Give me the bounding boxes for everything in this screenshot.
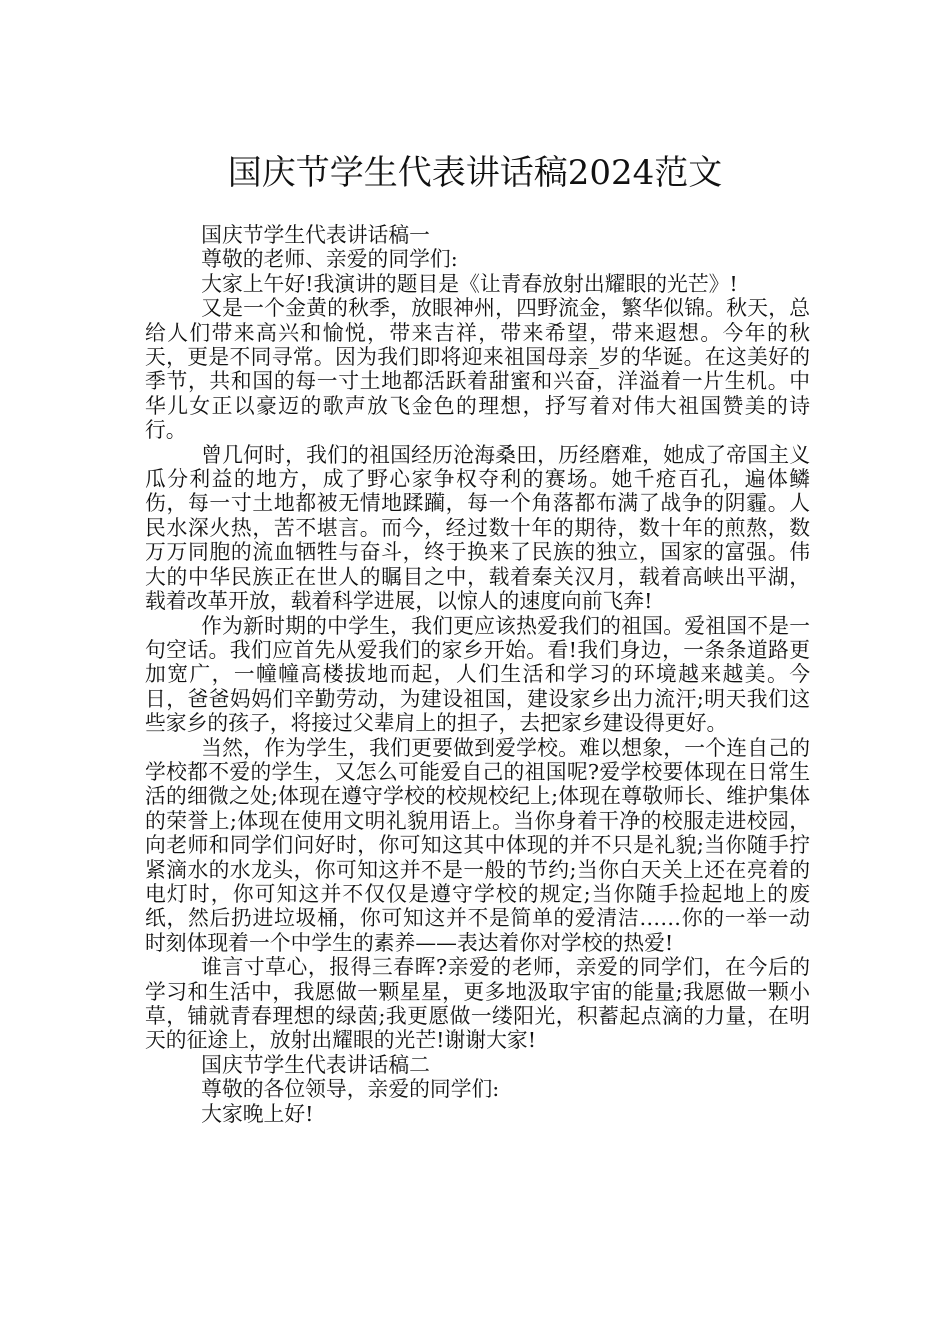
body-paragraph-5: 谁言寸草心，报得三春晖?亲爱的老师，亲爱的同学们，在今后的学习和生活中，我愿做一颗星星，更多地汲取宇宙的能量;我愿做一颗小草，铺就青春理想的绿茵;我更愿做一缕阳光，积蓄起点滴的力量，在明天的征途上，放射出耀眼的光芒!谢谢大家! bbox=[145, 955, 810, 1053]
document-body bbox=[145, 223, 810, 1126]
body-paragraph-2: 曾几何时，我们的祖国经历沧海桑田，历经磨难，她成了帝国主义瓜分利益的地方，成了野心家争权夺利的赛场。她千疮百孔，遍体鳞伤，每一寸土地都被无情地蹂躏，每一个角落都布满了战争的阴霾。人民水深火热，苦不堪言。而今，经过数十年的期待，数十年的煎熬，数万万同胞的流血牺牲与奋斗，终于换来了民族的独立，国家的富强。伟大的中华民族正在世人的瞩目之中，载着秦关汉月，载着高峡出平湖，载着改革开放，载着科学进展，以惊人的速度向前飞奔! bbox=[145, 442, 810, 614]
body-paragraph-3: 作为新时期的中学生，我们更应该热爱我们的祖国。爱祖国不是一句空话。我们应首先从爱我们的家乡开始。看!我们身边，一条条道路更加宽广，一幢幢高楼拔地而起，人们生活和学习的环境越来越美。今日，爸爸妈妈们辛勤劳动，为建设祖国，建设家乡出力流汗;明天我们这些家乡的孩子，将接过父辈肩上的担子，去把家乡建设得更好。 bbox=[145, 613, 810, 736]
body-paragraph-4: 当然，作为学生，我们更要做到爱学校。难以想象，一个连自己的学校都不爱的学生，又怎么可能爱自己的祖国呢?爱学校要体现在日常生活的细微之处;体现在遵守学校的校规校纪上;体现在尊敬师长、维护集体的荣誉上;体现在使用文明礼貌用语上。当你身着干净的校服走进校园，向老师和同学们问好时，你可知这其中体现的并不只是礼貌;当你随手拧紧滴水的水龙头，你可知这并不是一般的节约;当你白天关上还在亮着的电灯时，你可知这并不仅仅是遵守学校的规定;当你随手捡起地上的废纸，然后扔进垃圾桶，你可知这并不是简单的爱清洁……你的一举一动时刻体现着一个中学生的素养——表达着你对学校的热爱! bbox=[145, 735, 810, 955]
salutation-2: 尊敬的各位领导，亲爱的同学们: bbox=[201, 1077, 500, 1102]
greeting-2: 大家晚上好! bbox=[201, 1101, 314, 1126]
document-title: 国庆节学生代表讲话稿2024范文 bbox=[227, 152, 723, 193]
body-paragraph-1: 又是一个金黄的秋季，放眼神州，四野流金，繁华似锦。秋天，总给人们带来高兴和愉悦，带来吉祥，带来希望，带来遐想。今年的秋天，更是不同寻常。因为我们即将迎来祖国母亲_岁的华诞。在这美好的季节，共和国的每一寸土地都活跃着甜蜜和兴奋，洋溢着一片生机。中华儿女正以豪迈的歌声放飞金色的理想，抒写着对伟大祖国赞美的诗行。 bbox=[145, 296, 810, 443]
section-heading-1: 国庆节学生代表讲话稿一 bbox=[201, 223, 430, 247]
salutation-1: 尊敬的老师、亲爱的同学们: bbox=[201, 247, 458, 272]
greeting-1: 大家上午好!我演讲的题目是《让青春放射出耀眼的光芒》! bbox=[201, 271, 738, 296]
section-heading-2: 国庆节学生代表讲话稿二 bbox=[201, 1052, 430, 1077]
